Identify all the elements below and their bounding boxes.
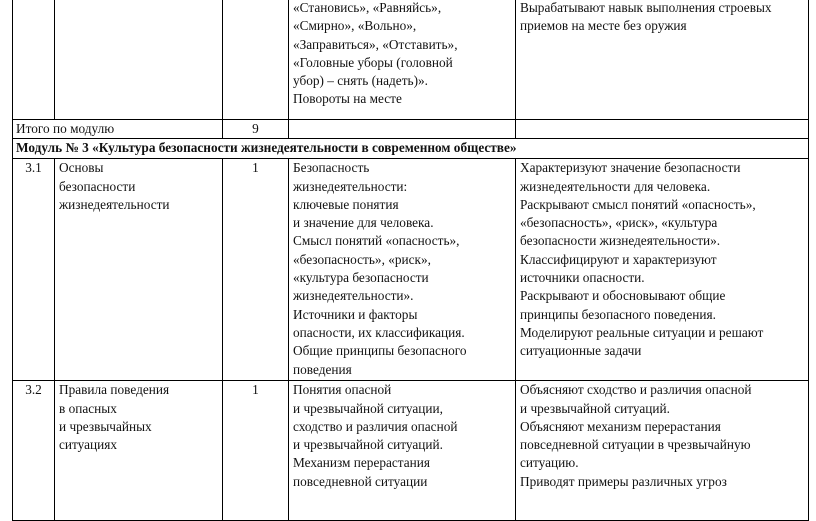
content-cell: Понятия опасной и чрезвычайной ситуации, сходство и различия опасной и чрезвычайной ситуаций. Механизм перерастания повседневной ситуации bbox=[289, 381, 516, 521]
row-number: 3.2 bbox=[13, 381, 55, 521]
activities-cell: Объясняют сходство и различия опасной и чрезвычайной ситуаций. Объясняют механизм перерастания повседневной ситуации в чрезвычайную ситуацию. Приводят примеры различных угроз bbox=[516, 381, 809, 521]
activities-cell: Характеризуют значение безопасности жизнедеятельности для человека. Раскрывают смысл понятий «опасность», «безопасность», «риск», «культура безопасности жизнедеятельности». Классифицируют и характеризуют источники опасности. Раскрывают и обосновывают общие принципы безопасного поведения. Моделируют реальные ситуации и решают ситуационные задачи bbox=[516, 159, 809, 381]
row-number bbox=[13, 0, 55, 120]
table-row bbox=[13, 381, 809, 521]
table-row bbox=[13, 159, 809, 381]
hours-cell: 1 bbox=[223, 159, 289, 381]
topic-cell: Правила поведения в опасных и чрезвычайных ситуациях bbox=[55, 381, 223, 521]
content-cell: «Становись», «Равняйсь», «Смирно», «Вольно», «Заправиться», «Отставить», «Головные уборы (головной убор) – снять (надеть)». Повороты на месте bbox=[289, 0, 516, 120]
empty-cell bbox=[516, 120, 809, 139]
module-header-row bbox=[13, 139, 809, 159]
hours-cell bbox=[223, 0, 289, 120]
topic-cell bbox=[55, 0, 223, 120]
summary-row bbox=[13, 120, 809, 139]
content-cell: Безопасность жизнедеятельности: ключевые понятия и значение для человека. Смысл понятий «опасность», «безопасность», «риск», «культура безопасности жизнедеятельности». Источники и факторы опасности, их классификация. Общие принципы безопасного поведения bbox=[289, 159, 516, 381]
curriculum-table bbox=[12, 0, 809, 521]
empty-cell bbox=[289, 120, 516, 139]
hours-cell: 1 bbox=[223, 381, 289, 521]
table-row bbox=[13, 0, 809, 120]
module-total-label: Итого по модулю bbox=[13, 120, 223, 139]
module-total-hours: 9 bbox=[223, 120, 289, 139]
activities-cell: Вырабатывают навык выполнения строевых приемов на месте без оружия bbox=[516, 0, 809, 120]
row-number: 3.1 bbox=[13, 159, 55, 381]
topic-cell: Основы безопасности жизнедеятельности bbox=[55, 159, 223, 381]
module-title: Модуль № 3 «Культура безопасности жизнедеятельности в современном обществе» bbox=[13, 139, 809, 159]
